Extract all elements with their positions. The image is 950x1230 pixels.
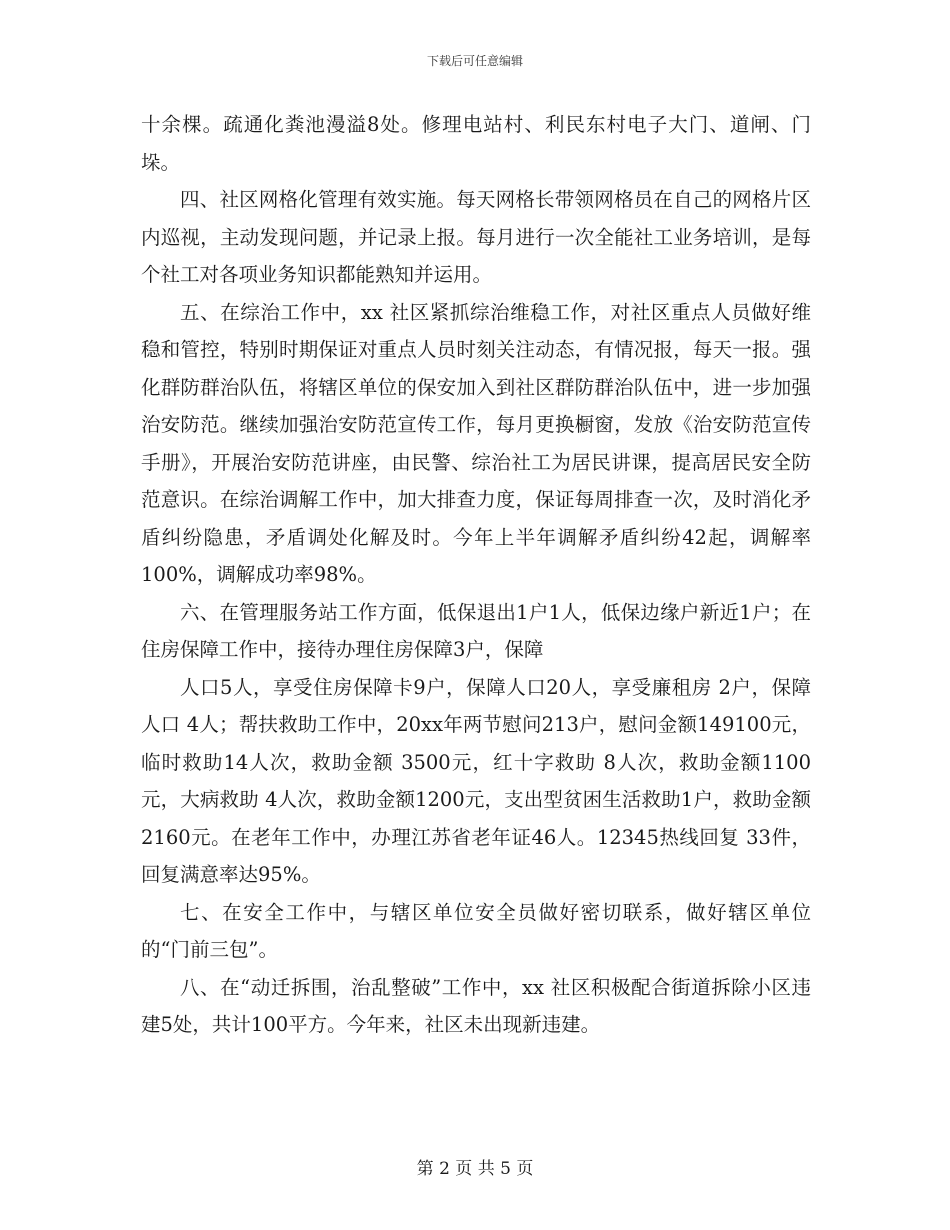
document-body [141,106,811,1044]
paragraph-1: 十余棵。疏通化粪池漫溢8处。修理电站村、利民东村电子大门、道闸、门垛。 [141,113,811,174]
paragraph-4: 六、在管理服务站工作方面，低保退出1户1人，低保边缘户新近1户；在住房保障工作中，接待办理住房保障3户，保障 [141,600,811,661]
paragraph-6: 七、在安全工作中，与辖区单位安全员做好密切联系，做好辖区单位的“门前三包”。 [141,900,811,961]
page-header-note: 下载后可任意编辑 [426,54,523,68]
paragraph-5: 人口5人，享受住房保障卡9户，保障人口20人，享受廉租房 2户，保障人口 4人；帮扶救助工作中，20xx年两节慰问213户，慰问金额149100元，临时救助14人次，救助金额 3500元，红十字救助 8人次，救助金额1100元，大病救助 4人次，救助金额1200元，支出型贫困生活救助1户，救助金额2160元。在老年工作中，办理江苏省老年证46人。12345热线回复 33件，回复满意率达95%。 [141,675,811,886]
paragraph-3: 五、在综治工作中，xx 社区紧抓综治维稳工作，对社区重点人员做好维稳和管控，特别时期保证对重点人员时刻关注动态，有情况报，每天一报。强化群防群治队伍，将辖区单位的保安加入到社区群防群治队伍中，进一步加强治安防范。继续加强治安防范宣传工作，每月更换橱窗，发放《治安防范宣传手册》，开展治安防范讲座，由民警、综治社工为居民讲课，提高居民安全防范意识。在综治调解工作中，加大排查力度，保证每周排查一次，及时消化矛盾纠纷隐患，矛盾调处化解及时。今年上半年调解矛盾纠纷42起，调解率100%，调解成功率98%。 [141,300,811,586]
page-number-footer: 第 2 页 共 5 页 [416,1159,534,1179]
paragraph-2: 四、社区网格化管理有效实施。每天网格长带领网格员在自己的网格片区内巡视，主动发现问题，并记录上报。每月进行一次全能社工业务培训，是每个社工对各项业务知识都能熟知并运用。 [141,188,811,286]
paragraph-7: 八、在“动迁拆围，治乱整破”工作中，xx 社区积极配合街道拆除小区违建5处，共计100平方。今年来，社区未出现新违建。 [141,975,811,1036]
